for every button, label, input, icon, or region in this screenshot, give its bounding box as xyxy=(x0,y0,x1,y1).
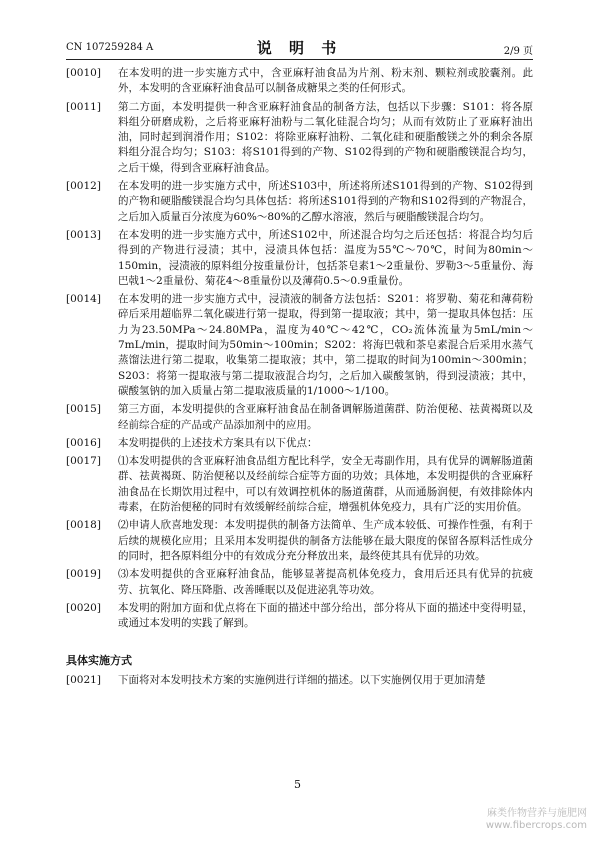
watermark xyxy=(486,808,587,832)
paragraph-number: [0010] xyxy=(66,67,101,79)
paragraph-number: [0021] xyxy=(66,673,101,686)
paragraph-number: [0013] xyxy=(66,228,101,241)
paragraph-number: [0018] xyxy=(66,519,101,532)
paragraph-number: [0014] xyxy=(66,293,101,306)
paragraph-number: [0019] xyxy=(66,568,101,581)
paragraph-text: ⑵申请人欣喜地发现：本发明提供的制备方法简单、生产成本较低、可操作性强，有利于后续的规模化应用；且采用本发明提供的制备方法能够在最大限度的保留各原料活性成分的同时，把各原料组分中的有效成分充分释放出来，最终使其具有优异的功效。 xyxy=(118,519,533,562)
paragraph-text: 第二方面，本发明提供一种含亚麻籽油食品的制备方法，包括以下步骤：S101：将各原料组分研磨成粉，之后将亚麻籽油粉与二氧化硅混合均匀；从而有效防止了亚麻籽油出油，同时起到润滑作用；S102：将除亚麻籽油粉、二氧化硅和硬脂酸镁之外的剩余各原料组分混合均匀；S103：将S101得到的产物、S102得到的产物和硬脂酸镁混合均匀，之后干燥，得到含亚麻籽油食品。 xyxy=(118,100,533,174)
paragraph xyxy=(66,436,533,451)
paragraph-text: 在本发明的进一步实施方式中，含亚麻籽油食品为片剂、粉末剂、颗粒剂或胶囊剂。此外，本发明的含亚麻籽油食品可以制备成糖果之类的任何形式。 xyxy=(118,67,533,95)
paragraph-text: 本发明提供的上述技术方案具有以下优点： xyxy=(118,436,318,449)
watermark-site-name: 麻类作物营养与施肥网 xyxy=(487,808,587,819)
paragraph xyxy=(66,454,533,515)
paragraph xyxy=(66,100,533,176)
paragraph xyxy=(66,518,533,564)
paragraph xyxy=(66,292,533,399)
paragraph-text: 下面将对本发明技术方案的实施例进行详细的描述。以下实施例仅用于更加清楚 xyxy=(118,673,486,686)
paragraph-number: [0012] xyxy=(66,180,101,193)
page-number: 5 xyxy=(294,778,301,791)
paragraph xyxy=(66,228,533,289)
paragraph xyxy=(66,66,533,97)
paragraph-text: ⑶本发明提供的含亚麻籽油食品，能够显著提高机体免疫力，食用后还具有优异的抗疲劳、抗氧化、降压降脂、改善睡眠以及促进泌乳等功效。 xyxy=(118,568,533,596)
section-heading: 具体实施方式 xyxy=(66,654,132,668)
paragraph-number: [0020] xyxy=(66,601,101,614)
watermark-url: www.fibercrops.com xyxy=(485,820,587,831)
patent-number: CN 107259284 A xyxy=(66,42,154,53)
paragraph-text: 本发明的附加方面和优点将在下面的描述中部分给出，部分将从下面的描述中变得明显，或通过本发明的实践了解到。 xyxy=(118,601,533,630)
paragraph-text: 在本发明的进一步实施方式中，浸渍液的制备方法包括：S201：将罗勒、菊花和薄荷粉碎后采用超临界二氧化碳进行第一提取，得到第一提取液；其中，第一提取具体包括：压力为23.50MPa～24.80MPa，温度为40℃～42℃，CO₂流体流量为5mL/min～7mL/min，提取时间为50min～100min；S202：将海巴戟和茶皂素混合后采用水蒸气蒸馏法进行第二提取，收集第二提取液；其中，第二提取的时间为100min～300min；S203：将第一提取液与第二提取液混合均匀，之后加入碳酸氢钠，得到浸渍液；其中，碳酸氢钠的加入质量占第二提取液质量的1/1000～1/100。 xyxy=(118,293,533,397)
paragraph-number: [0011] xyxy=(66,100,101,113)
paragraph xyxy=(66,402,533,433)
paragraph-text: 在本发明的进一步实施方式中，所述S103中，所述将所述S101得到的产物、S102得到的产物和硬脂酸镁混合均匀具体包括：将所述S101得到的产物和S102得到的产物混合，之后加入质量百分浓度为60%～80%的乙醇水溶液，然后与硬脂酸镁混合均匀。 xyxy=(118,180,533,223)
paragraph-text: ⑴本发明提供的含亚麻籽油食品组方配比科学，安全无毒副作用，具有优异的调解肠道菌群、祛黄褐斑、防治便秘以及经前综合症等方面的功效；具体地，本发明提供的含亚麻籽油食品在长期饮用过程中，可以有效调控机体的肠道菌群，从而通肠润便，有效排除体内毒素，在防治便秘的同时有效缓解经前综合症，增强机体免疫力，具有广泛的实用价值。 xyxy=(118,455,533,514)
paragraph-text: 第三方面，本发明提供的含亚麻籽油食品在制备调解肠道菌群、防治便秘、祛黄褐斑以及经前综合症的产品或产品添加剂中的应用。 xyxy=(118,403,533,431)
page-header xyxy=(66,36,533,58)
paragraph xyxy=(66,567,533,598)
document-title: 说 明 书 xyxy=(256,39,343,57)
paragraph xyxy=(66,673,533,688)
paragraph-number: [0015] xyxy=(66,403,101,416)
document-body xyxy=(66,66,533,691)
paragraph xyxy=(66,179,533,225)
paragraph-number: [0016] xyxy=(66,436,101,449)
page-info: 2/9 页 xyxy=(503,46,533,57)
paragraph-text: 在本发明的进一步实施方式中，所述S102中，所述混合均匀之后还包括：将混合均匀后得到的产物进行浸渍；其中，浸渍具体包括：温度为55℃～70℃，时间为80min～150min，浸渍液的原料组分按重量份计，包括茶皂素1～2重量份、罗勒3～5重量份、海巴戟1～2重量份、菊花4～8重量份以及薄荷0.5～0.9重量份。 xyxy=(118,228,533,287)
paragraph xyxy=(66,601,533,632)
paragraph-number: [0017] xyxy=(66,455,101,468)
header-divider xyxy=(66,59,533,60)
